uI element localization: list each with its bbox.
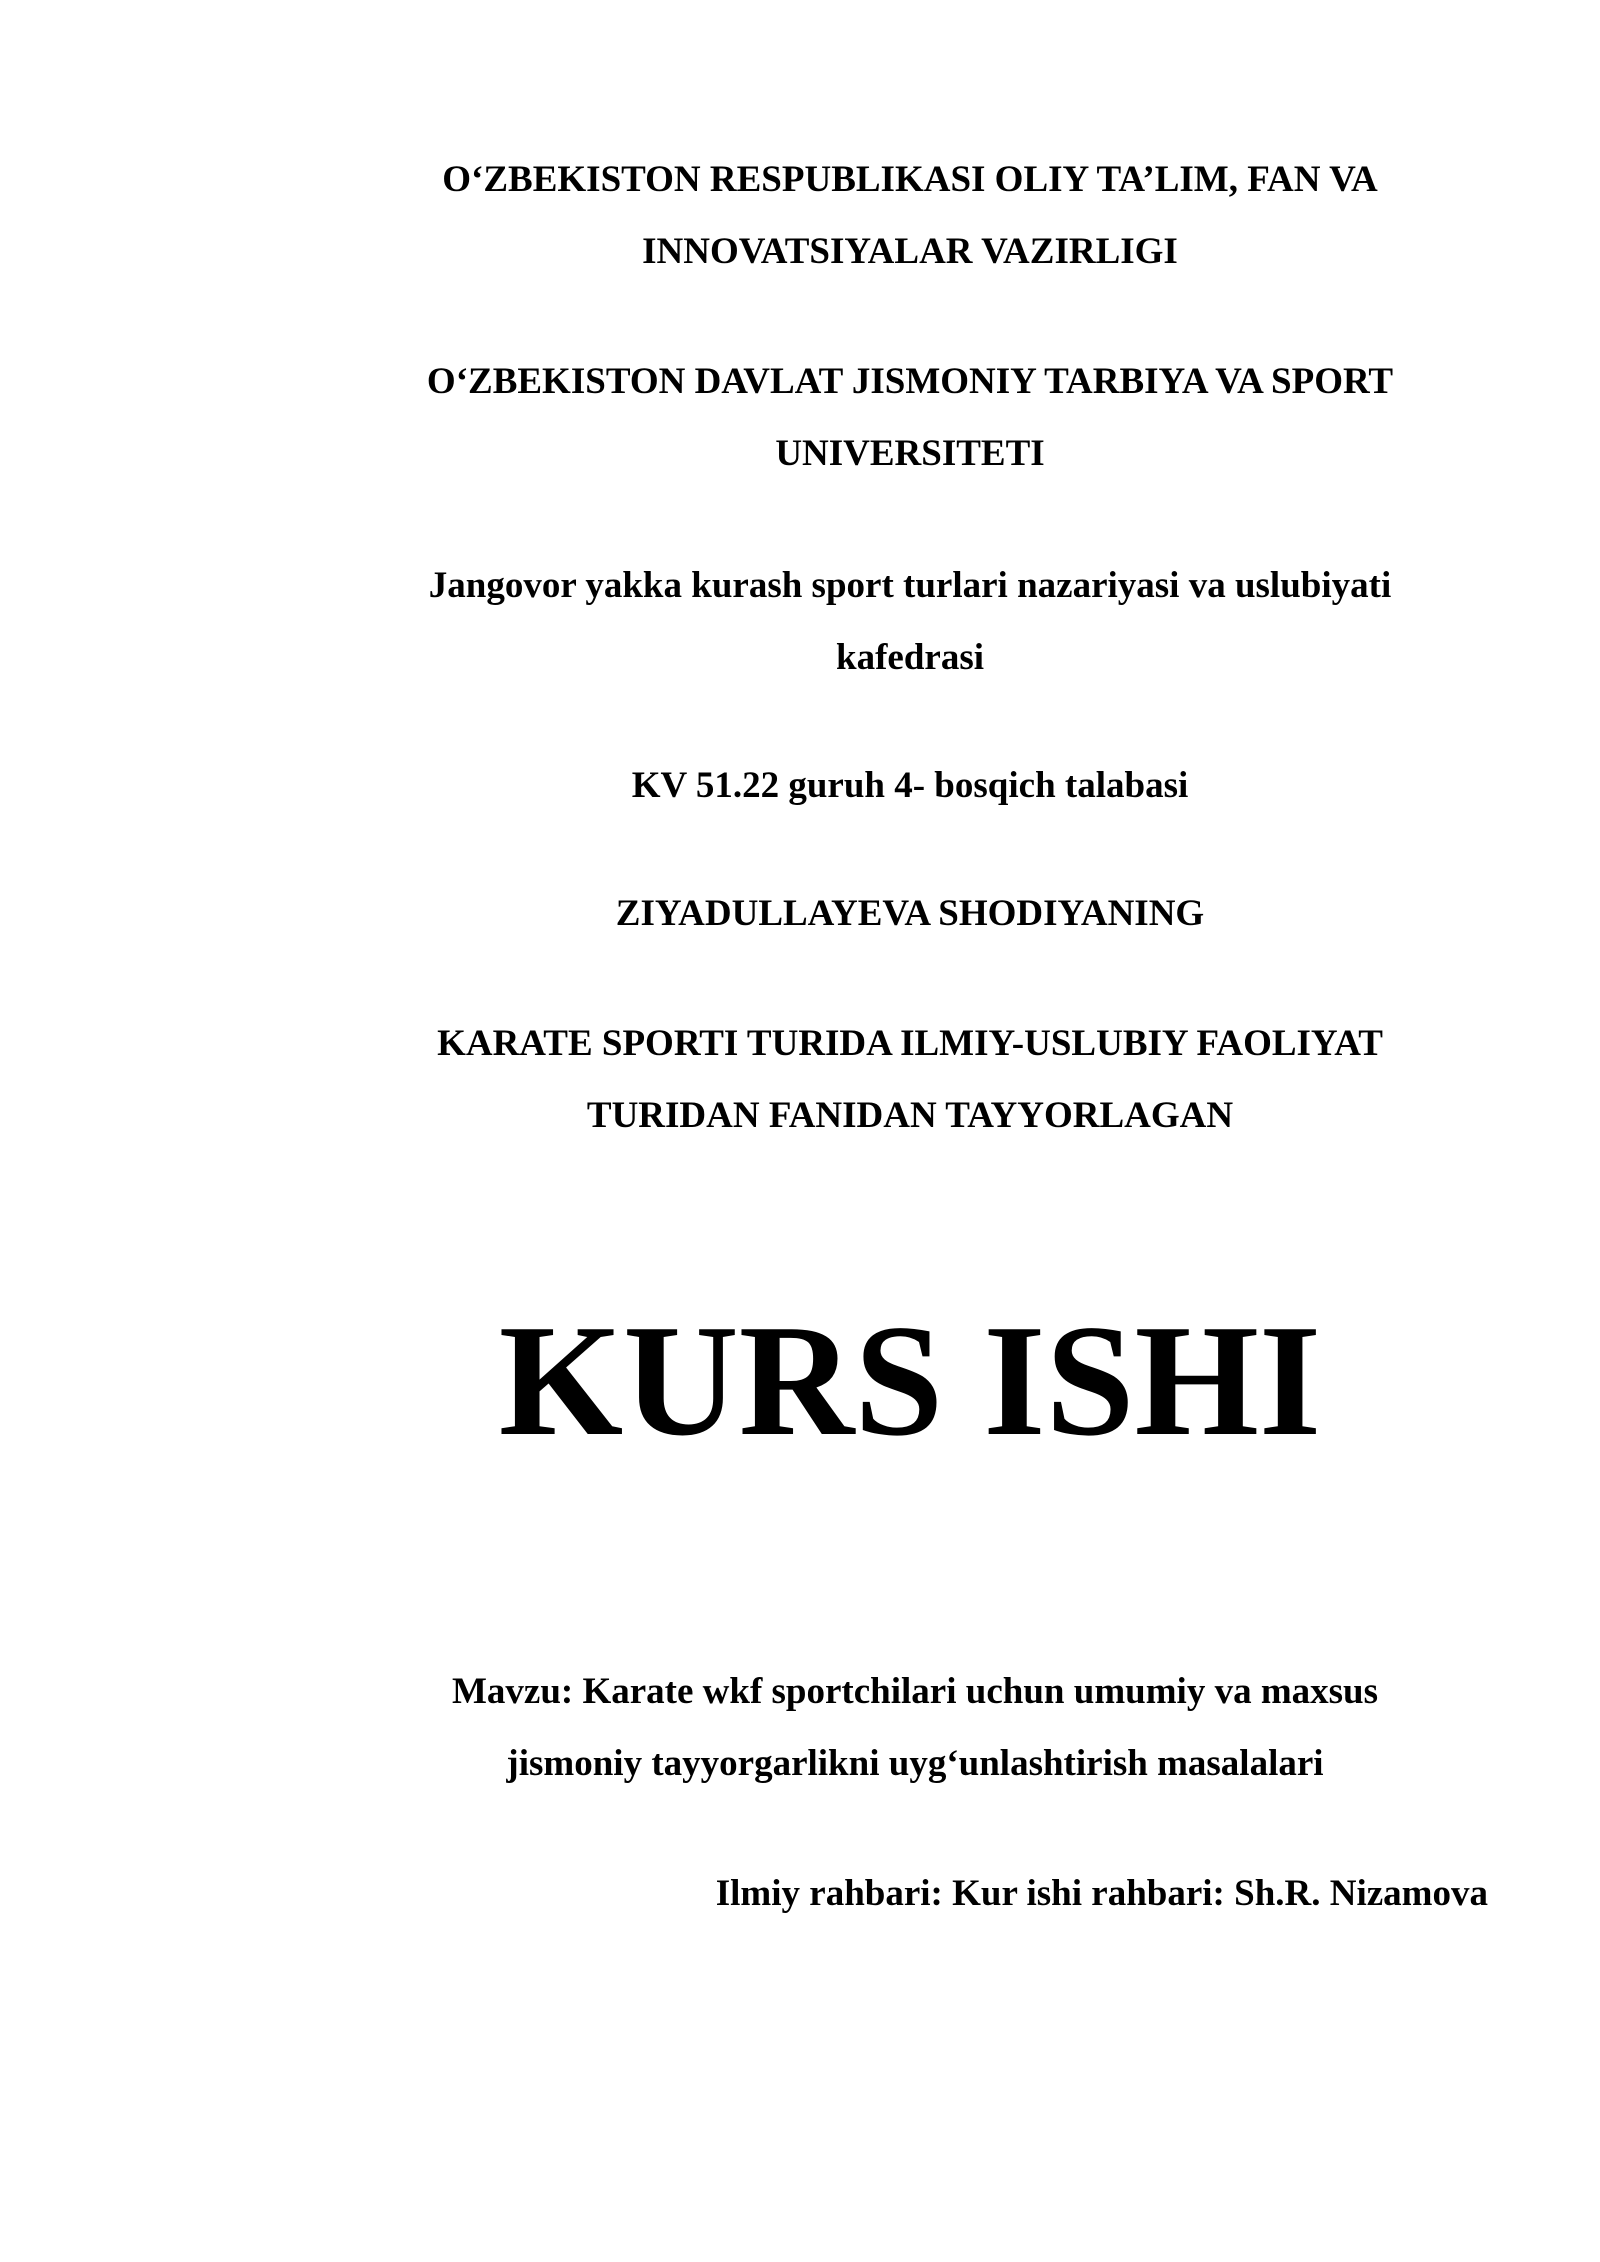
student-group: KV 51.22 guruh 4- bosqich talabasi bbox=[631, 765, 1189, 806]
subject-line1: KARATE SPORTI TURIDA ILMIY-USLUBIY FAOLIYAT bbox=[437, 1023, 1383, 1064]
university-heading-line1: O‘ZBEKISTON DAVLAT JISMONIY TARBIYA VA SPORT bbox=[426, 361, 1394, 402]
university-heading-line2: UNIVERSITETI bbox=[775, 433, 1045, 474]
student-name: ZIYADULLAYEVA SHODIYANING bbox=[615, 893, 1205, 934]
subject-line2: TURIDAN FANIDAN TAYYORLAGAN bbox=[586, 1095, 1234, 1136]
department-heading-line2: kafedrasi bbox=[836, 637, 984, 678]
ministry-heading-line2: INNOVATSIYALAR VAZIRLIGI bbox=[642, 231, 1178, 272]
department-heading-line1: Jangovor yakka kurash sport turlari nazariyasi va uslubiyati bbox=[428, 565, 1392, 606]
topic-line2: jismoniy tayyorgarlikni uyg‘unlashtirish masalalari bbox=[506, 1743, 1324, 1784]
ministry-heading-line1: O‘ZBEKISTON RESPUBLIKASI OLIY TA’LIM, FAN VA bbox=[442, 159, 1378, 200]
supervisor-line: Ilmiy rahbari: Kur ishi rahbari: Sh.R. Nizamova bbox=[715, 1873, 1488, 1914]
topic-line1: Mavzu: Karate wkf sportchilari uchun umumiy va maxsus bbox=[451, 1671, 1379, 1712]
document-title: KURS ISHI bbox=[498, 1291, 1322, 1469]
